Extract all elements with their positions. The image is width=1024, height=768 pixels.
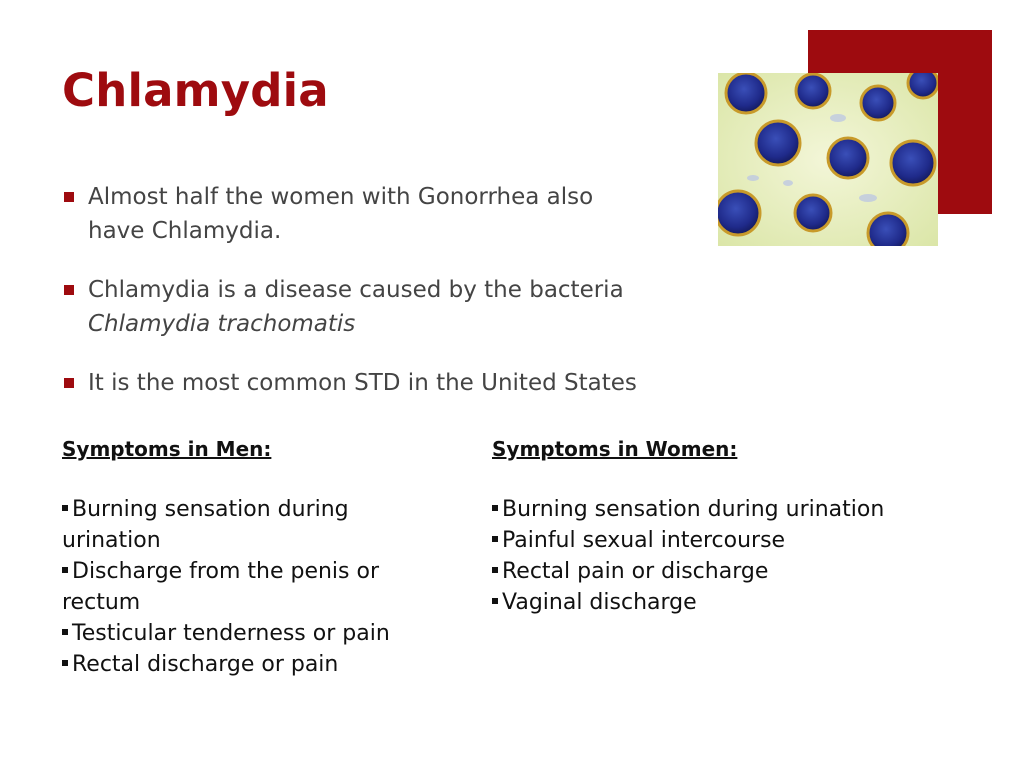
women-symptom-item: [492, 525, 942, 556]
bullet-item: [62, 273, 762, 341]
bullet-list: [62, 180, 762, 400]
symptom-text: Rectal pain or discharge: [502, 559, 769, 584]
men-symptom-item: [62, 494, 442, 556]
bullet-square-icon: [64, 192, 74, 202]
symptom-text: rectum: [62, 590, 141, 615]
square-bullet-icon: [492, 598, 498, 604]
women-symptoms-heading: Symptoms in Women:: [492, 437, 738, 461]
square-bullet-icon: [492, 536, 498, 542]
symptom-text: Painful sexual intercourse: [502, 528, 786, 553]
men-symptom-item: [62, 618, 442, 649]
slide-title: Chlamydia: [62, 64, 329, 117]
symptom-text: Vaginal discharge: [502, 590, 697, 615]
symptom-text: Burning sensation during: [72, 497, 349, 522]
bullet-item: [62, 366, 762, 400]
men-symptom-item: [62, 649, 442, 680]
men-symptoms-column: [62, 434, 442, 680]
women-symptoms-column: [492, 434, 942, 618]
bullet-text-line: Chlamydia is a disease caused by the bacteria: [88, 277, 624, 303]
symptom-text: Burning sensation during urination: [502, 497, 885, 522]
bullet-text-line: Almost half the women with Gonorrhea also: [88, 184, 594, 210]
symptom-text: Discharge from the penis or: [72, 559, 379, 584]
bullet-text-line: have Chlamydia.: [88, 218, 282, 244]
square-bullet-icon: [62, 567, 68, 573]
square-bullet-icon: [62, 660, 68, 666]
bullet-item: [62, 180, 762, 248]
square-bullet-icon: [492, 505, 498, 511]
men-symptom-item: [62, 556, 442, 618]
bullet-text-line: It is the most common STD in the United States: [88, 370, 637, 396]
women-symptom-item: [492, 556, 942, 587]
square-bullet-icon: [62, 629, 68, 635]
symptom-text: Testicular tenderness or pain: [72, 621, 390, 646]
square-bullet-icon: [62, 505, 68, 511]
bullet-square-icon: [64, 378, 74, 388]
women-symptom-item: [492, 494, 942, 525]
women-symptom-item: [492, 587, 942, 618]
symptom-text: Rectal discharge or pain: [72, 652, 339, 677]
square-bullet-icon: [492, 567, 498, 573]
bullet-square-icon: [64, 285, 74, 295]
symptom-text: urination: [62, 528, 161, 553]
men-symptoms-heading: Symptoms in Men:: [62, 437, 272, 461]
bacteria-name: Chlamydia trachomatis: [88, 311, 356, 337]
